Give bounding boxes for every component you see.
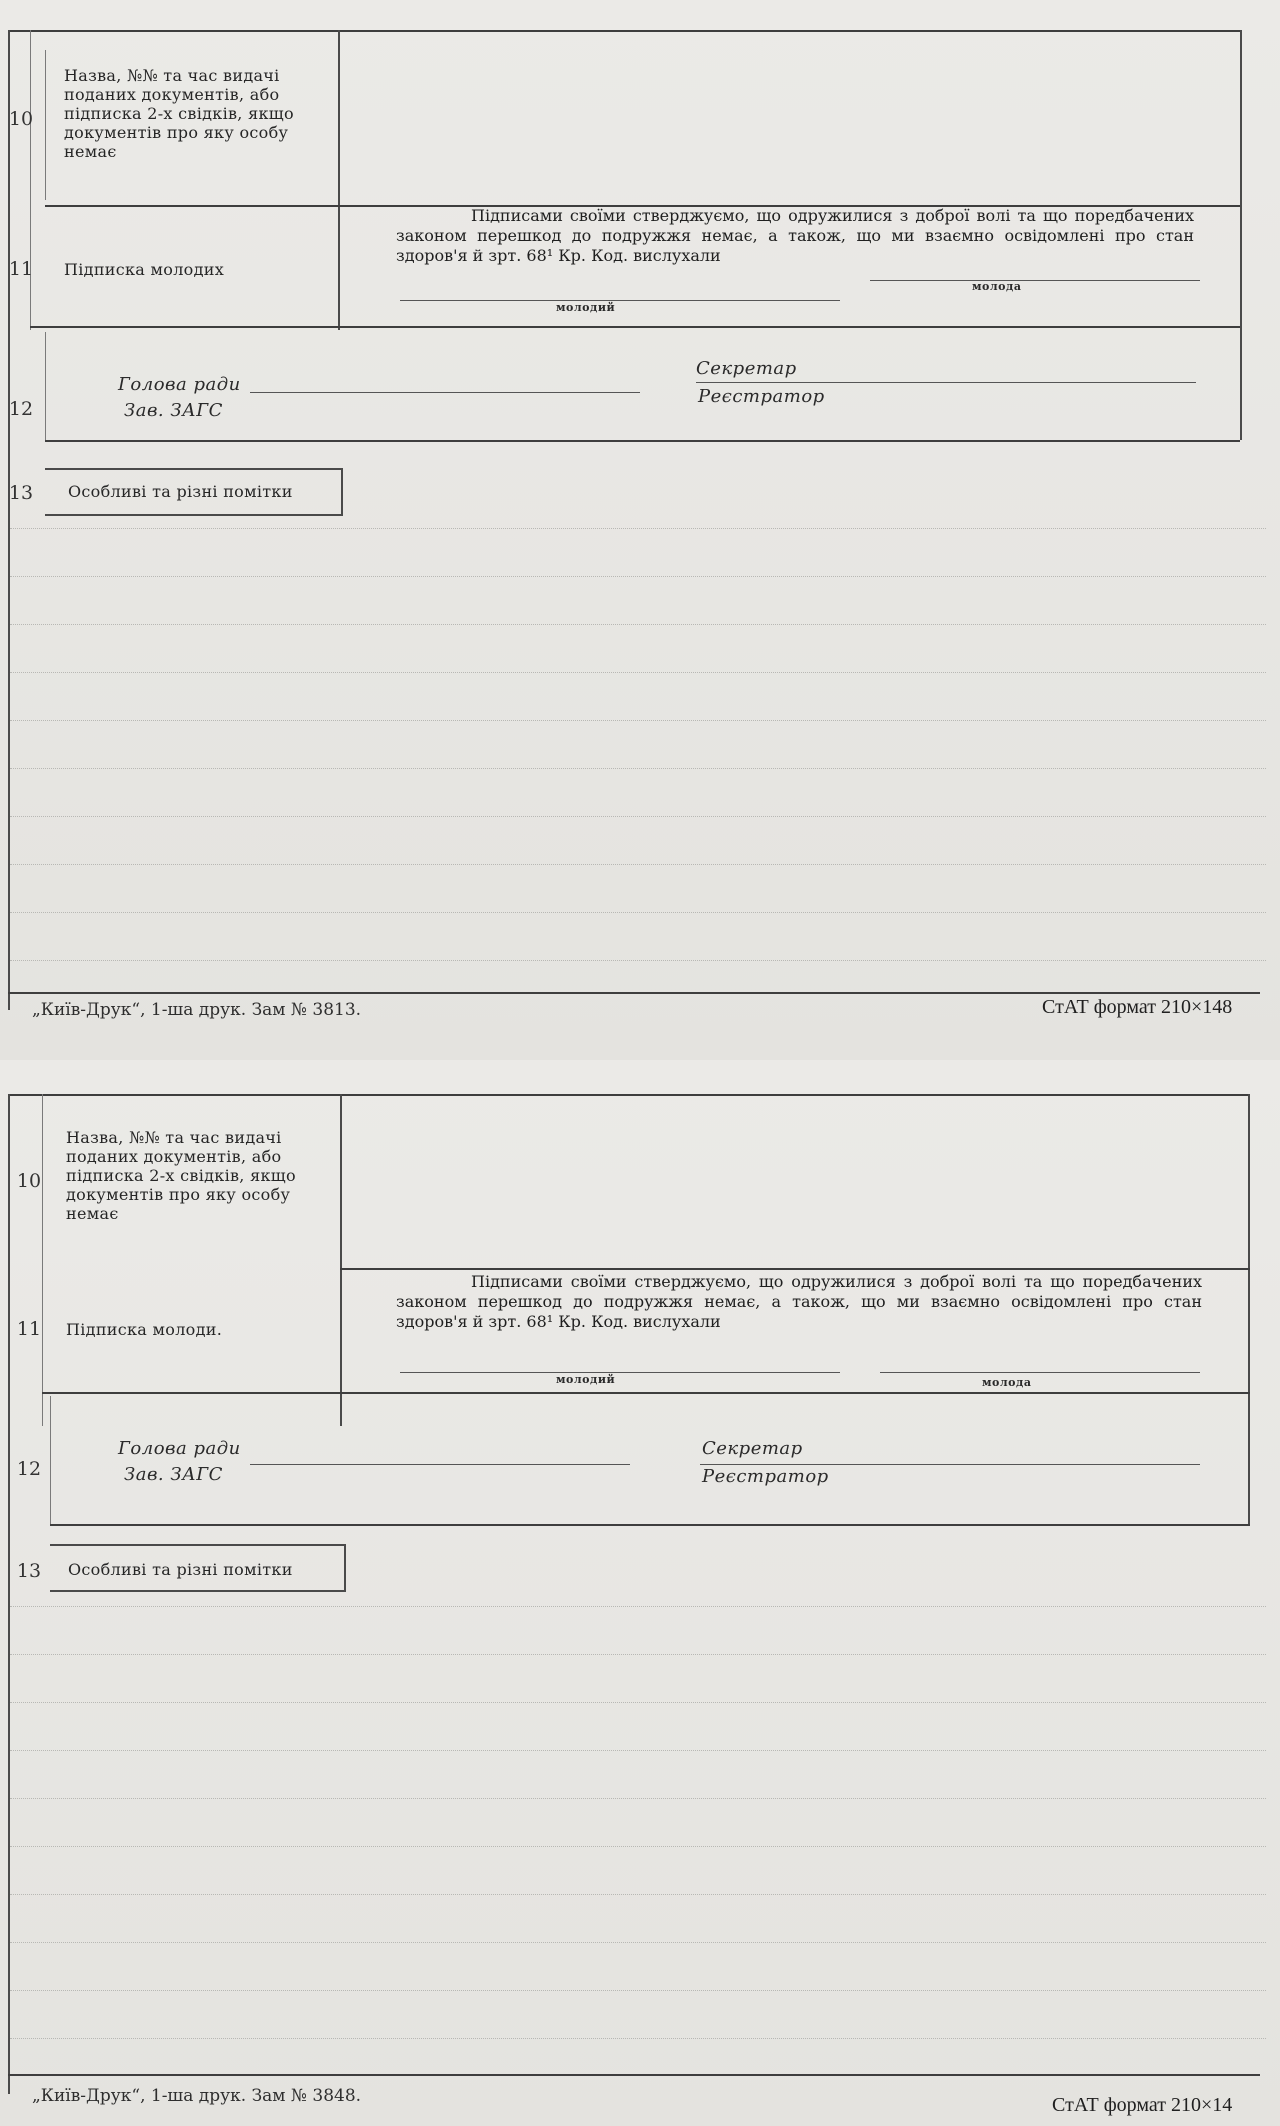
row-number-13: 13 [8,482,34,504]
remarks-line [10,624,1266,625]
remarks-line [10,672,1266,673]
remarks-line [10,528,1266,529]
row12-inner-left [50,1396,51,1524]
registry-head-title: Зав. ЗАГС [124,1464,223,1485]
inner-left-border [42,1094,43,1426]
printer-imprint: „Київ-Друк“, 1-ша друк. Зам № 3813. [32,1000,362,1020]
chairman-title: Голова ради [118,1438,241,1459]
remarks-line [10,2038,1266,2039]
remarks-line [10,912,1266,913]
remarks-line [10,1942,1266,1943]
row11-label: Підписка молоди. [66,1320,223,1339]
groom-signature-line [400,300,840,301]
secretary-title: Секретар [696,358,797,379]
row12-inner-left [45,332,46,442]
remarks-line [10,816,1266,817]
groom-caption: молодий [556,1373,616,1386]
row-number-11: 11 [8,258,34,280]
remarks-line [10,1654,1266,1655]
row13-label: Особливі та різні помітки [68,482,293,501]
chairman-title: Голова ради [118,374,241,395]
remarks-line [10,960,1266,961]
remarks-line [10,1798,1266,1799]
secretary-signature-line [700,1464,1200,1465]
label-column-divider [340,1094,342,1426]
remarks-line [10,1750,1266,1751]
remarks-line [10,1702,1266,1703]
row10-label: Назва, №№ та час видачі поданих документів, або підписка 2-х свідків, якщо документів про яку особу немає [64,66,294,161]
registry-head-title: Зав. ЗАГС [124,400,223,421]
marriage-statement: Підписами своїми стверджуємо, що одружилися з доброї волі та що поредбачених законом перешкод до подружжя немає, а також, що ми взаємно освідомлені про стан здоров'я й зрт. 68¹ Кр. Код. вислухали [396,1272,1202,1331]
form-page-1 [0,0,1280,1060]
row-number-12: 12 [8,398,34,420]
left-border [8,30,10,1010]
remarks-line [10,768,1266,769]
left-border [8,1094,10,2094]
remarks-line [10,864,1266,865]
groom-caption: молодий [556,301,616,314]
row11-bottom [30,326,1240,328]
registrar-title: Реєстратор [698,386,825,407]
bride-caption: молода [982,1376,1032,1389]
format-note: СтАТ формат 210×14 [1052,2094,1233,2116]
right-border [1248,1094,1250,1526]
registrar-title: Реєстратор [702,1466,829,1487]
remarks-line [10,576,1266,577]
marriage-statement: Підписами своїми стверджуємо, що одружилися з доброї волі та що поредбачених законом перешкод до подружжя немає, а також, що ми взаємно освідомлені про стан здоров'я й зрт. 68¹ Кр. Код. вислухали [396,206,1194,265]
row12-bottom [50,1524,1250,1526]
right-border [1240,30,1242,440]
remarks-line [10,1846,1266,1847]
printer-imprint: „Київ-Друк“, 1-ша друк. Зам № 3848. [32,2086,362,2106]
remarks-line [10,1990,1266,1991]
row-number-13: 13 [16,1560,42,1582]
label-column-divider [338,30,340,330]
row13-label: Особливі та різні помітки [68,1560,293,1579]
form-page-2 [0,1060,1280,2126]
top-border [8,30,1240,32]
row11-label: Підписка молодих [64,260,225,279]
secretary-title: Секретар [702,1438,803,1459]
row10-label: Назва, №№ та час видачі поданих документів, або підписка 2-х свідків, якщо документів про яку особу немає [66,1128,296,1223]
form-bottom-border [8,992,1260,994]
label-column-inner [45,50,46,200]
bride-signature-line [880,1372,1200,1373]
format-note: СтАТ формат 210×148 [1042,996,1233,1018]
row10-bottom [340,1268,1250,1270]
bride-signature-line [870,280,1200,281]
secretary-signature-line [696,382,1196,383]
inner-left-border [30,30,31,330]
row-number-10: 10 [16,1170,42,1192]
row11-bottom [42,1392,1250,1394]
form-bottom-border [8,2074,1260,2076]
row12-bottom [45,440,1240,442]
groom-signature-line [400,1372,840,1373]
chairman-signature-line [250,1464,630,1465]
remarks-line [10,720,1266,721]
row-number-12: 12 [16,1458,42,1480]
remarks-line [10,1606,1266,1607]
top-border [8,1094,1250,1096]
row-number-10: 10 [8,108,34,130]
bride-caption: молода [972,280,1022,293]
chairman-signature-line [250,392,640,393]
row-number-11: 11 [16,1318,42,1340]
remarks-line [10,1894,1266,1895]
